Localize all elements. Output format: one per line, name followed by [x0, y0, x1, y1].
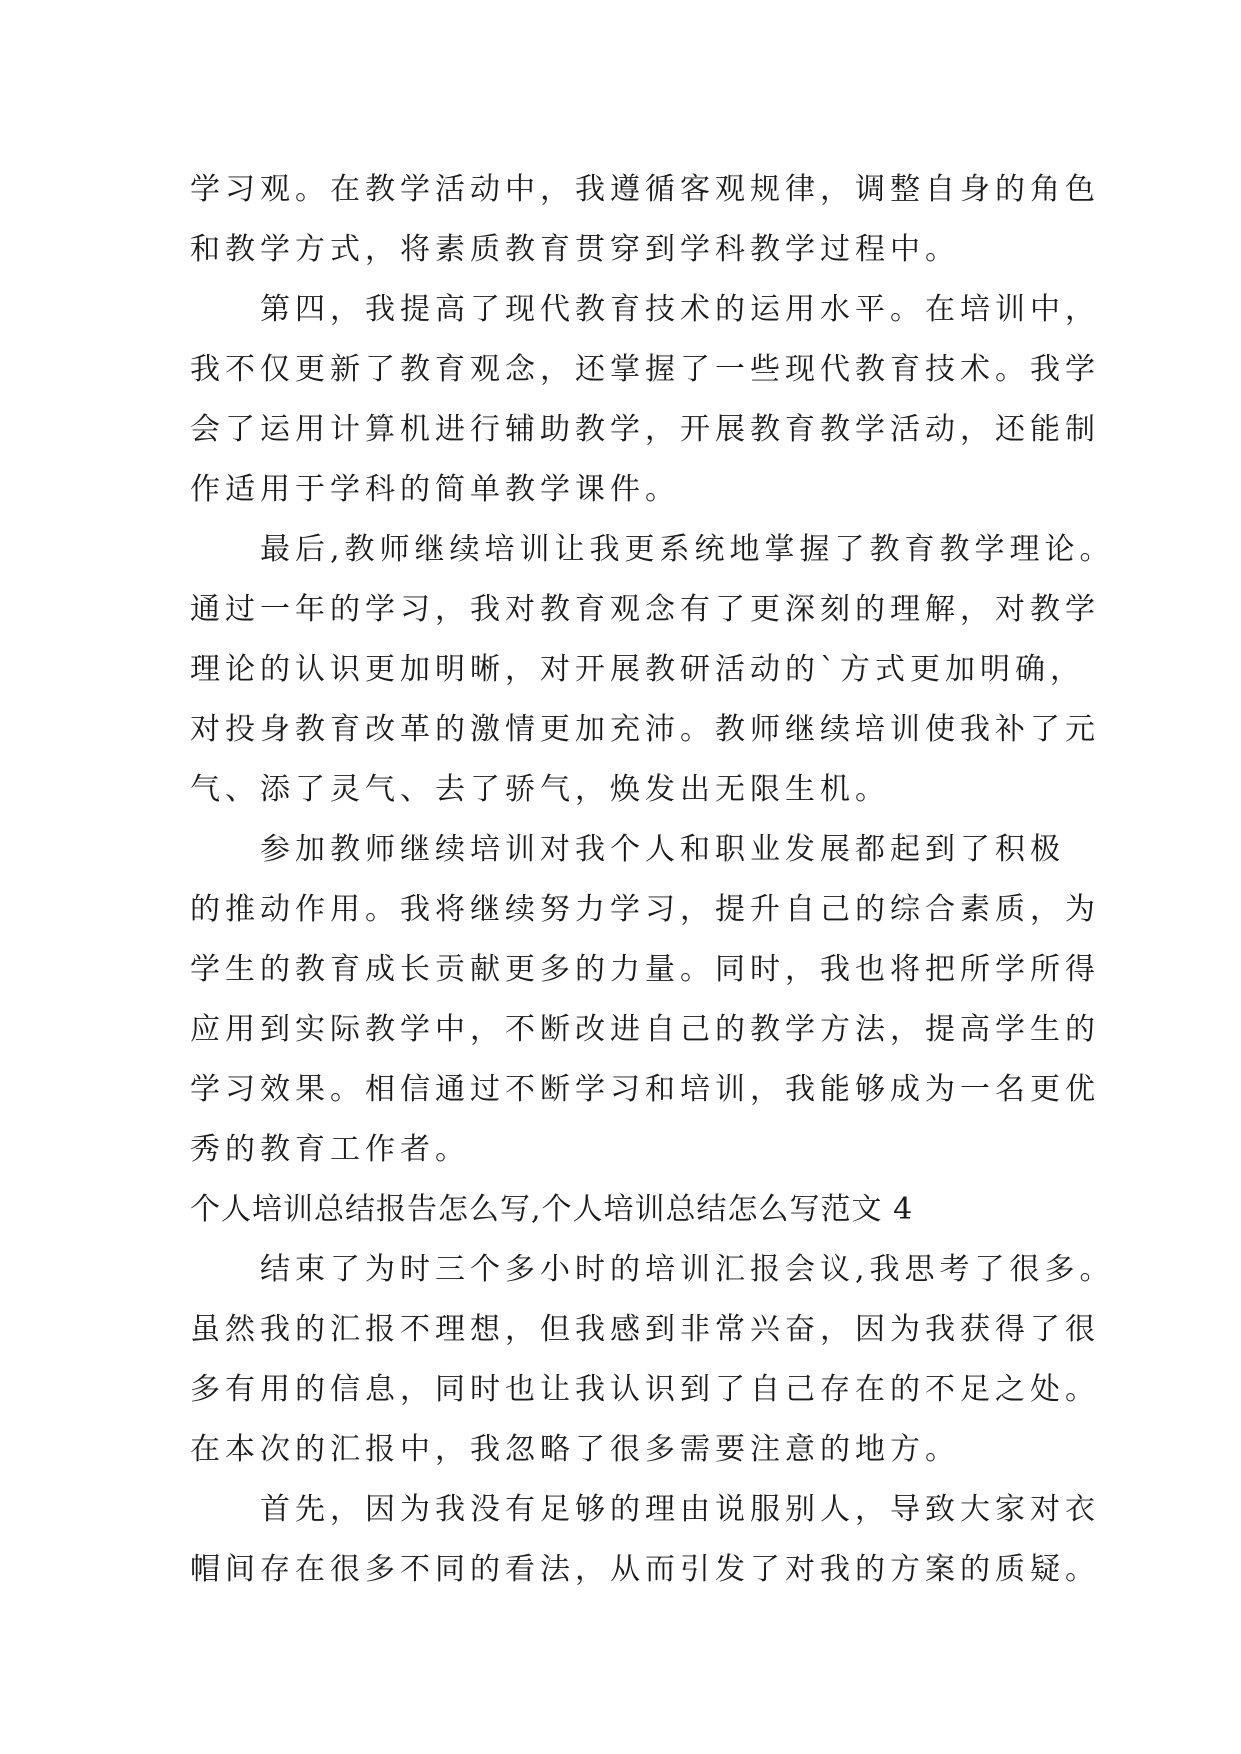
text-line: 通过一年的学习，我对教育观念有了更深刻的理解，对教学	[190, 592, 1100, 627]
text-line: 帽间存在很多不同的看法，从而引发了对我的方案的质疑。	[190, 1552, 1100, 1587]
text-line: 气、添了灵气、去了骄气，焕发出无限生机。	[190, 772, 890, 807]
text-line: 理论的认识更加明晰，对开展教研活动的`方式更加明确，	[190, 652, 1085, 687]
text-line: 虽然我的汇报不理想，但我感到非常兴奋，因为我获得了很	[190, 1312, 1100, 1347]
paragraph-continuation	[190, 160, 1100, 280]
text-line: 会了运用计算机进行辅助教学，开展教育教学活动，还能制	[190, 412, 1100, 447]
text-line: 首先，因为我没有足够的理由说服别人，导致大家对衣	[260, 1492, 1100, 1527]
paragraph-fourth	[190, 280, 1100, 520]
paragraph-participate	[190, 820, 1100, 1180]
text-line: 多有用的信息，同时也让我认识到了自己存在的不足之处。	[190, 1372, 1100, 1407]
text-line: 结束了为时三个多小时的培训汇报会议,我思考了很多。	[260, 1252, 1115, 1287]
text-line: 对投身教育改革的激情更加充沛。教师继续培训使我补了元	[190, 712, 1100, 747]
text-line: 学习观。在教学活动中，我遵循客观规律，调整自身的角色	[190, 172, 1100, 207]
text-line: 作适用于学科的简单教学课件。	[190, 472, 680, 507]
text-line: 秀的教育工作者。	[190, 1132, 470, 1167]
text-line: 第四，我提高了现代教育技术的运用水平。在培训中，	[260, 292, 1100, 327]
text-line: 我不仅更新了教育观念，还掌握了一些现代教育技术。我学	[190, 352, 1100, 387]
paragraph-first	[190, 1480, 1100, 1600]
text-line: 的推动作用。我将继续努力学习，提升自己的综合素质，为	[190, 892, 1100, 927]
document-body	[190, 160, 1115, 1600]
text-line: 和教学方式，将素质教育贯穿到学科教学过程中。	[190, 232, 960, 267]
paragraph-last	[190, 520, 1115, 820]
text-line: 应用到实际教学中，不断改进自己的教学方法，提高学生的	[190, 1012, 1100, 1047]
paragraph-meeting	[190, 1240, 1115, 1480]
text-line: 在本次的汇报中，我忽略了很多需要注意的地方。	[190, 1432, 960, 1467]
text-line: 学习效果。相信通过不断学习和培训，我能够成为一名更优	[190, 1072, 1100, 1107]
text-line: 学生的教育成长贡献更多的力量。同时，我也将把所学所得	[190, 952, 1100, 987]
text-line: 参加教师继续培训对我个人和职业发展都起到了积极	[260, 832, 1065, 867]
section-heading: 个人培训总结报告怎么写,个人培训总结怎么写范文 4	[190, 1192, 914, 1227]
text-line: 最后,教师继续培训让我更系统地掌握了教育教学理论。	[260, 532, 1115, 567]
